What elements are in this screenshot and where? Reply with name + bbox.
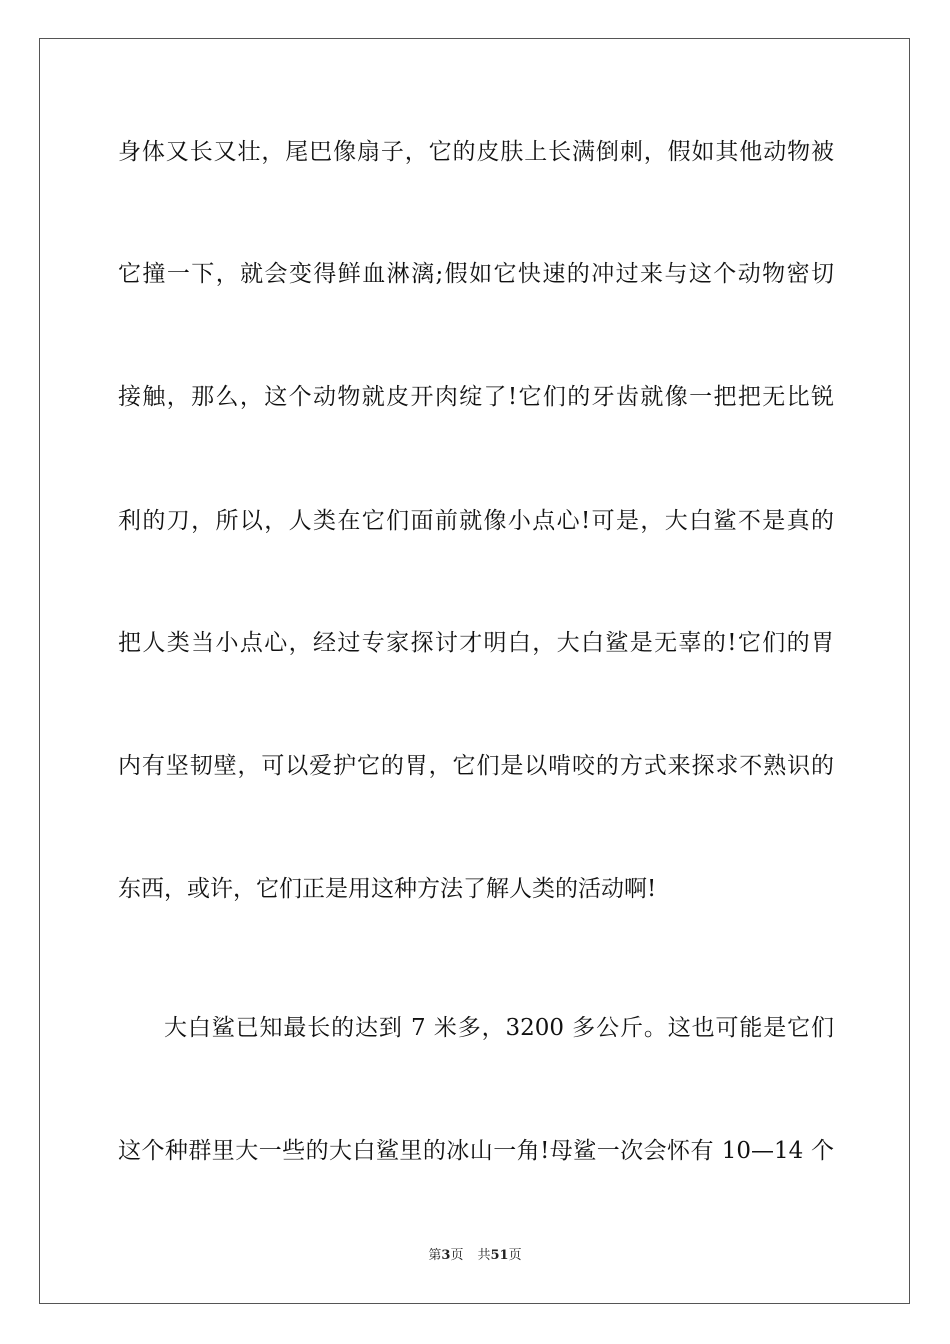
footer-page-prefix: 第 [428,1248,442,1263]
footer-total-prefix: 共 [477,1248,491,1263]
text-line-6: 内有坚韧壁，可以爱护它的胃，它们是以啃咬的方式来探求不熟识的 [118,753,834,779]
page-frame [39,38,910,1304]
text-line-4: 利的刀，所以，人类在它们面前就像小点心!可是，大白鲨不是真的 [118,508,834,534]
text-line-2: 它撞一下，就会变得鲜血淋漓;假如它快速的冲过来与这个动物密切 [118,261,834,287]
footer-total-pages: 51 [490,1248,509,1263]
text-line-9: 这个种群里大一些的大白鲨里的冰山一角!母鲨一次会怀有 10—14 个 [118,1138,834,1164]
text-line-7: 东西，或许，它们正是用这种方法了解人类的活动啊! [118,876,657,902]
text-line-1: 身体又长又壮，尾巴像扇子，它的皮肤上长满倒刺，假如其他动物被 [118,139,834,165]
footer-total-suffix: 页 [508,1248,522,1263]
page-footer [0,1247,950,1265]
footer-page-suffix: 页 [450,1248,464,1263]
text-line-5: 把人类当小点心，经过专家探讨才明白，大白鲨是无辜的!它们的胃 [118,630,834,656]
footer-page-number: 3 [441,1248,451,1263]
text-line-8: 大白鲨已知最长的达到 7 米多，3200 多公斤。这也可能是它们 [164,1015,834,1041]
text-line-3: 接触，那么，这个动物就皮开肉绽了!它们的牙齿就像一把把无比锐 [118,384,834,410]
